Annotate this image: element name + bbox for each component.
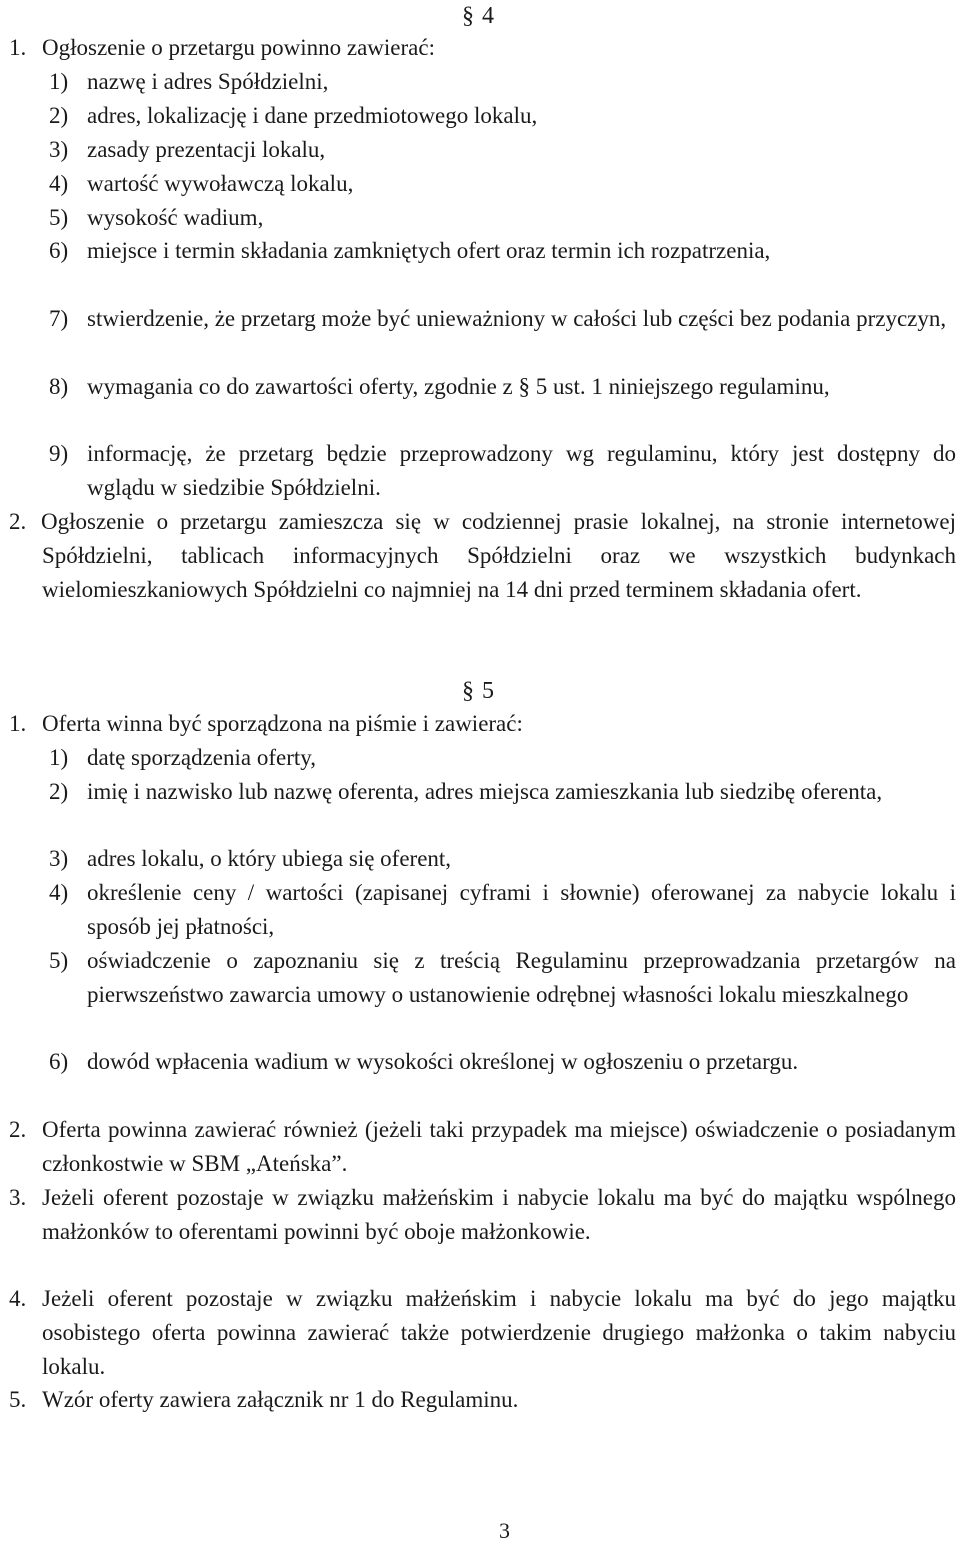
sub-item-text: adres, lokalizację i dane przedmiotowego lokalu, [87,103,538,128]
sub-item-text: określenie ceny / wartości (zapisanej cyframi i słownie) oferowanej za nabycie lokalu i sposób jej płatności, [87,880,956,939]
sub-item-number: 3) [49,846,69,871]
section-number: 4 [482,3,494,29]
page-number: 3 [499,1518,510,1543]
sub-item-number: 3) [49,137,69,162]
point-2-paragraph: Ogłoszenie o przetargu zamieszcza się w codziennej prasie lokalnej, na stronie internetowej Spółdzielni, tablicach informacyjnych Spółdzielni oraz we wszystkich budynkach wielomieszkaniowych Spółdzielni co najmniej na 14 dni przed terminem składania ofert. [41,509,956,602]
sub-item-text: dowód wpłacenia wadium w wysokości określonej w ogłoszeniu o przetargu. [87,1049,799,1074]
sub-item-number: 6) [49,238,69,263]
sub-item-text: wartość wywoławczą lokalu, [87,171,354,196]
sub-item-number: 9) [49,441,69,466]
sub-item-number: 5) [49,948,69,973]
sub-item-text: informację, że przetarg będzie przeprowadzony wg regulaminu, który jest dostępny do wglądu w siedzibie Spółdzielni. [87,441,956,500]
section-symbol: § [462,3,474,29]
sub-item-number: 1) [49,69,69,94]
section-4-heading [462,2,494,30]
sub-item-number: 7) [49,306,69,331]
sub-item-number: 5) [49,205,69,230]
sub-item-text: wymagania co do zawartości oferty, zgodnie z § 5 ust. 1 niniejszego regulaminu, [87,374,830,399]
point-number: 1. [9,711,27,736]
sub-item-text: stwierdzenie, że przetarg może być unieważniony w całości lub części bez podania przyczyn, [87,306,947,331]
point-text: Ogłoszenie o przetargu powinno zawierać: [42,35,435,60]
point-text: Oferta powinna zawierać również (jeżeli taki przypadek ma miejsce) oświadczenie o posiadanym członkostwie w SBM „Ateńska”. [42,1117,956,1176]
point-text: Jeżeli oferent pozostaje w związku małżeńskim i nabycie lokalu ma być do jego majątku osobistego oferta powinna zawierać także potwierdzenie drugiego małżonka o takim nabyciu lokalu. [42,1286,956,1379]
sub-item-number: 4) [49,880,69,905]
point-text [42,505,956,606]
sub-item-number: 2) [49,103,69,128]
point-number: 5. [9,1387,27,1412]
point-number: 1. [9,35,27,60]
sub-item-text: datę sporządzenia oferty, [87,745,317,770]
sub-item-number: 6) [49,1049,69,1074]
point-text: Jeżeli oferent pozostaje w związku małżeńskim i nabycie lokalu ma być do majątku wspólnego małżonków to oferentami powinni być oboje małżonkowie. [42,1185,956,1244]
sub-item-text: oświadczenie o zapoznaniu się z treścią Regulaminu przeprowadzania przetargów na pierwszeństwo zawarcia umowy o ustanowienie odrębnej własności lokalu mieszkalnego [87,948,956,1007]
point-number: 3. [9,1185,27,1210]
sub-item-text: nazwę i adres Spółdzielni, [87,69,329,94]
point-number: 2. [9,509,27,534]
sub-item-text: zasady prezentacji lokalu, [87,137,326,162]
point-text: Oferta winna być sporządzona na piśmie i zawierać: [42,711,523,736]
section-number: 5 [482,678,494,704]
sub-item-number: 8) [49,374,69,399]
sub-item-text: wysokość wadium, [87,205,264,230]
sub-item-number: 4) [49,171,69,196]
section-symbol: § [462,678,474,704]
sub-item-number: 1) [49,745,69,770]
sub-item-number: 2) [49,779,69,804]
point-number: 2. [9,1117,27,1142]
sub-item-text: miejsce i termin składania zamkniętych ofert oraz termin ich rozpatrzenia, [87,238,771,263]
sub-item-text: adres lokalu, o który ubiega się oferent, [87,846,452,871]
section-5-heading [462,677,494,705]
sub-item-text: imię i nazwisko lub nazwę oferenta, adres miejsca zamieszkania lub siedzibę oferenta, [87,779,883,804]
point-text: Wzór oferty zawiera załącznik nr 1 do Regulaminu. [42,1387,519,1412]
point-number: 4. [9,1286,27,1311]
